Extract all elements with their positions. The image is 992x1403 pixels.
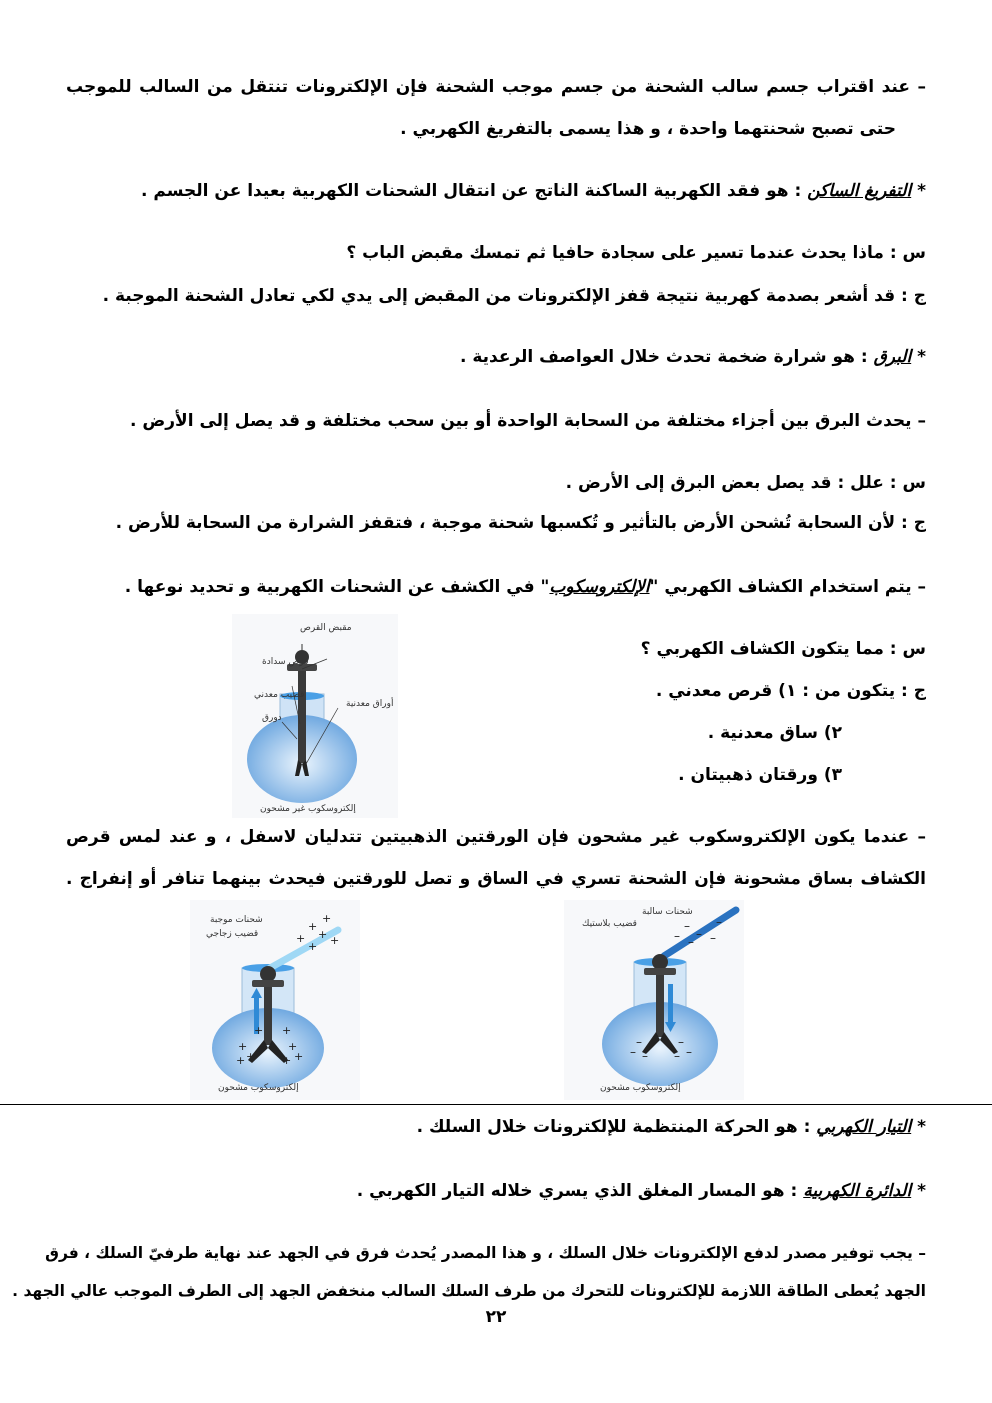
definition-term: التفريغ الساكن (807, 181, 912, 201)
answer: ج : لأن السحابة تُشحن الأرض بالتأثير و تُكسبها شحنة موجبة ، فتقفز الشرارة من السحابة للأرض . (115, 513, 926, 533)
definition-text: : هو المسار المغلق الذي يسري خلاله التيار الكهربي . (356, 1181, 804, 1201)
svg-text:–: – (630, 1045, 636, 1059)
paragraph-line: – عندما يكون الإلكتروسكوب غير مشحون فإن الورقتين الذهبيتين تتدليان لاسفل ، و عند لمس قرص (66, 827, 926, 847)
svg-text:–: – (716, 915, 722, 929)
definition-lightning (460, 346, 926, 368)
definition-text: : هو الحركة المنتظمة للإلكترونات خلال السلك . (416, 1117, 817, 1137)
paragraph-line: حتى تصبح شحنتهما واحدة ، و هذا يسمى بالتفريغ الكهربي . (400, 119, 896, 139)
svg-text:–: – (688, 935, 694, 949)
answer-item: ٢) ساق معدنية . (707, 723, 842, 743)
definition-electric-current (417, 1116, 926, 1138)
definition-electric-circuit (357, 1180, 926, 1202)
figure-caption: إلكتروسكوب مشحون (600, 1083, 681, 1093)
answer: ج : قد أشعر بصدمة كهربية نتيجة قفز الإلكترونات من المقبض إلى يدي لكي تعادل الشحنة الموجبة . (102, 286, 926, 306)
electroscope-use (125, 576, 926, 598)
label-stopper: قرص سدادة (262, 657, 309, 667)
svg-text:+: + (318, 928, 328, 941)
answer-item: ٣) ورقتان ذهبيتان . (678, 765, 842, 785)
svg-text:+: + (254, 1024, 264, 1037)
question: س : مما يتكون الكشاف الكهربي ؟ (640, 639, 926, 659)
horizontal-divider (0, 1104, 992, 1105)
svg-text:–: – (674, 929, 680, 943)
electroscope-illustration (564, 900, 744, 1100)
figure-caption: إلكتروسكوب مشحون (218, 1083, 299, 1093)
svg-text:+: + (238, 1040, 248, 1053)
label-flask: دورق (262, 713, 282, 723)
definition-term: التيار الكهربي (816, 1117, 912, 1137)
label-disc: مقبض القرص (300, 623, 352, 633)
paragraph-line: – يجب توفير مصدر لدفع الإلكترونات خلال السلك ، و هذا المصدر يُحدث فرق في الجهد عند نهاية طرفيّ السلك ، فرق (45, 1244, 926, 1262)
paragraph-line: الكشاف بساق مشحونة فإن الشحنة تسري في الساق و تصل للورقتين فيحدث بينهما تنافر أو إنفراج . (66, 869, 926, 889)
svg-text:+: + (282, 1054, 292, 1067)
question: س : علل : قد يصل بعض البرق إلى الأرض . (565, 473, 926, 493)
svg-text:–: – (674, 1049, 680, 1063)
svg-text:+: + (322, 912, 332, 925)
svg-text:–: – (636, 1035, 642, 1049)
definition-term: الدائرة الكهربية (803, 1181, 912, 1201)
electroscope-illustration (190, 900, 360, 1100)
figure-caption: إلكتروسكوب غير مشحون (260, 804, 356, 814)
text-before: – يتم استخدام الكشاف الكهربي " (649, 577, 926, 597)
svg-text:+: + (236, 1054, 246, 1067)
svg-text:–: – (684, 919, 690, 933)
paragraph-line: – عند اقتراب جسم سالب الشحنة من جسم موجب الشحنة فإن الإلكترونات تنتقل من السالب للموجب (66, 77, 926, 97)
paragraph-line: الجهد يُعطى الطاقة اللازمة للإلكترونات للتحرك من طرف السلك السالب منخفض الجهد إلى الطرف الموجب عالي الجهد . (12, 1282, 926, 1300)
figure-charged-electroscope-positive (190, 900, 360, 1100)
svg-text:–: – (678, 1035, 684, 1049)
question: س : ماذا يحدث عندما تسير على سجادة حافيا ثم تمسك مقبض الباب ؟ (346, 243, 926, 263)
label-leaves: أوراق معدنية (346, 699, 394, 709)
paragraph-line: – يحدث البرق بين أجزاء مختلفة من السحابة الواحدة أو بين سحب مختلفة و قد يصل إلى الأرض . (130, 411, 926, 431)
svg-text:+: + (288, 1040, 298, 1053)
answer: ج : يتكون من : ١) قرص معدني . (655, 681, 926, 701)
page-number: ٢٢ (485, 1307, 507, 1327)
label-plastic-rod: قضيب بلاستيك (582, 919, 637, 929)
label-rod: قضيب معدني (254, 690, 305, 700)
label-glass-rod: قضيب زجاجي (206, 929, 259, 939)
svg-text:–: – (642, 1049, 648, 1063)
svg-text:+: + (330, 934, 340, 947)
definition-static-discharge (141, 180, 926, 202)
figure-charged-electroscope-negative (564, 900, 744, 1100)
svg-text:+: + (308, 920, 318, 933)
definition-star: * (911, 347, 926, 367)
text-after: " في الكشف عن الشحنات الكهربية و تحديد نوعها . (124, 577, 550, 597)
label-negative-charges: شحنات سالبة (642, 907, 693, 917)
definition-term: البرق (873, 347, 912, 367)
definition-star: * (911, 181, 926, 201)
label-positive-charges: شحنات موجبة (210, 915, 263, 925)
svg-text:+: + (282, 1024, 292, 1037)
svg-text:+: + (308, 940, 318, 953)
definition-star: * (911, 1117, 926, 1137)
svg-text:–: – (686, 1045, 692, 1059)
electroscope-term: الإلكتروسكوب (549, 577, 650, 597)
definition-text: : هو فقد الكهربية الساكنة الناتج عن انتقال الشحنات الكهربية بعيدا عن الجسم . (141, 181, 808, 201)
figure-uncharged-electroscope (232, 614, 398, 818)
electroscope-illustration (232, 614, 398, 818)
svg-text:–: – (710, 931, 716, 945)
svg-text:–: – (696, 927, 702, 941)
svg-text:+: + (246, 1050, 256, 1063)
svg-text:+: + (294, 1050, 304, 1063)
definition-text: : هو شرارة ضخمة تحدث خلال العواصف الرعدية . (459, 347, 874, 367)
definition-star: * (911, 1181, 926, 1201)
svg-text:+: + (296, 932, 306, 945)
